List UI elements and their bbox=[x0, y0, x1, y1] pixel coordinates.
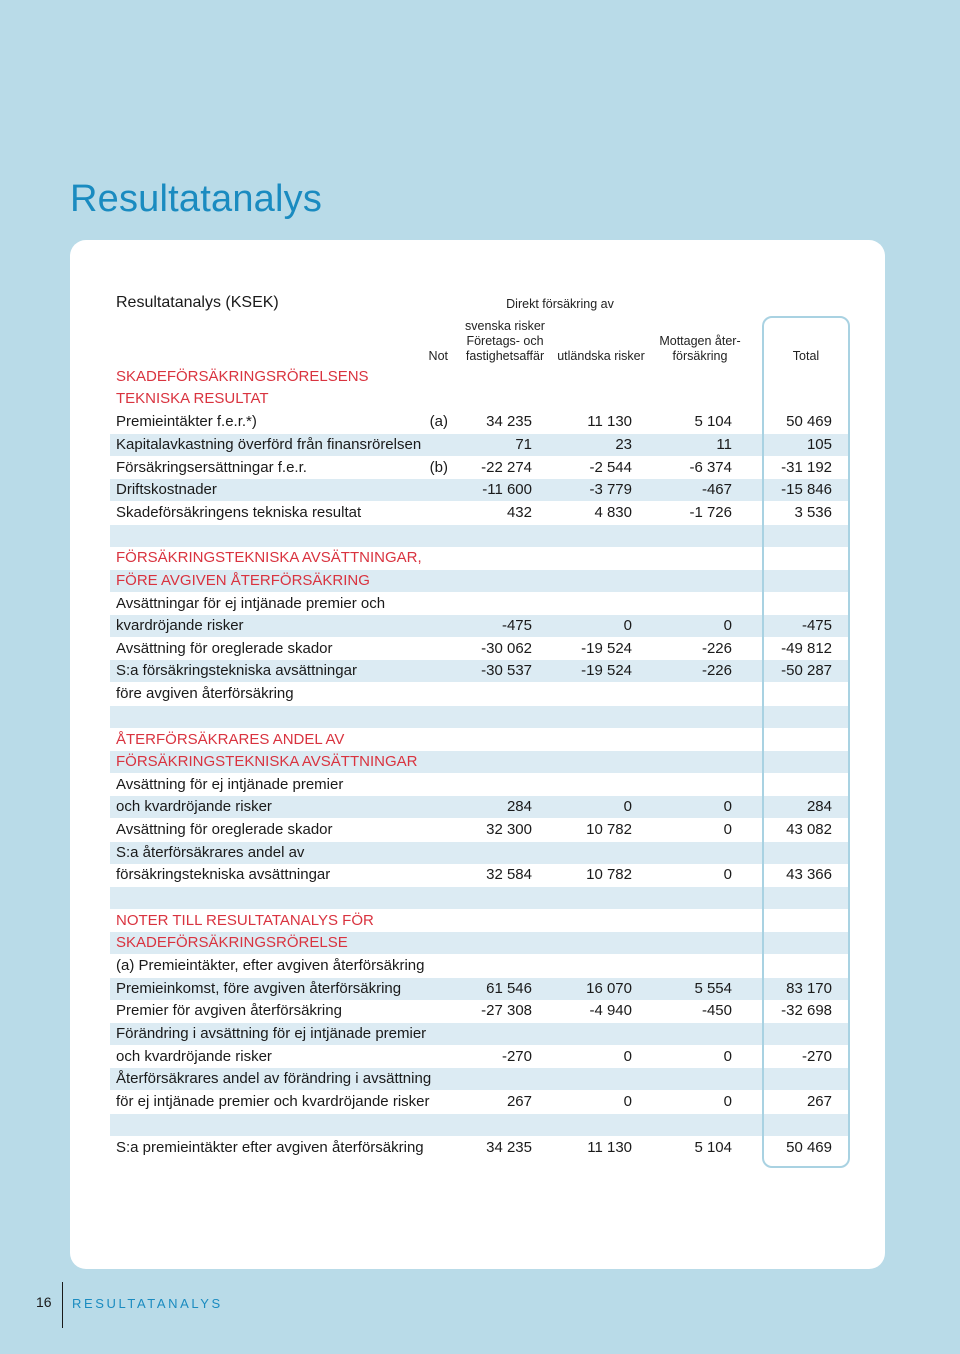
row-label: för ej intjänade premier och kvardröjande risker bbox=[116, 1093, 430, 1110]
cell: 34 235 bbox=[486, 413, 532, 430]
cell-total: -270 bbox=[801, 1048, 832, 1065]
header-col1-line: Företags- och bbox=[466, 334, 544, 348]
cell: 0 bbox=[723, 617, 732, 634]
row-label: och kvardröjande risker bbox=[116, 1048, 272, 1065]
cell-total: -50 287 bbox=[781, 662, 832, 679]
row-note: (a) bbox=[429, 413, 448, 430]
row-label: kvardröjande risker bbox=[116, 617, 244, 634]
page-title: Resultatanalys bbox=[70, 178, 323, 220]
cell-total: 50 469 bbox=[786, 1139, 832, 1156]
row-label: Driftskostnader bbox=[116, 481, 217, 498]
cell: -30 537 bbox=[481, 662, 532, 679]
row-label: Skadeförsäkringens tekniska resultat bbox=[116, 504, 362, 521]
cell: -4 940 bbox=[589, 1002, 632, 1019]
cell: 5 104 bbox=[694, 1139, 732, 1156]
row-label: S:a återförsäkrares andel av bbox=[116, 844, 305, 861]
cell: -27 308 bbox=[481, 1002, 532, 1019]
cell: -11 600 bbox=[482, 481, 532, 498]
cell-total: 105 bbox=[806, 436, 832, 453]
cell: 11 130 bbox=[587, 413, 632, 430]
cell: 0 bbox=[623, 798, 632, 815]
row-label: Försäkringsersättningar f.e.r. bbox=[116, 459, 307, 476]
row-label: Avsättning för oreglerade skador bbox=[116, 640, 333, 657]
cell: 267 bbox=[506, 1093, 532, 1110]
section-title: SKADEFÖRSÄKRINGSRÖRELSENS bbox=[116, 368, 369, 385]
cell: 34 235 bbox=[486, 1139, 532, 1156]
cell-total: -49 812 bbox=[781, 640, 832, 657]
cell: -450 bbox=[701, 1002, 732, 1019]
cell: -19 524 bbox=[581, 662, 632, 679]
section-title: FÖRE AVGIVEN ÅTERFÖRSÄKRING bbox=[116, 572, 370, 589]
cell: -6 374 bbox=[689, 459, 732, 476]
section-title: FÖRSÄKRINGSTEKNISKA AVSÄTTNINGAR, bbox=[116, 549, 422, 566]
header-total: Total bbox=[792, 349, 820, 363]
cell: 5 104 bbox=[694, 413, 732, 430]
cell: 10 782 bbox=[586, 821, 632, 838]
cell: 4 830 bbox=[594, 504, 632, 521]
section-title: FÖRSÄKRINGSTEKNISKA AVSÄTTNINGAR bbox=[116, 753, 418, 770]
row-band bbox=[110, 706, 850, 728]
page-number: 16 bbox=[36, 1294, 52, 1310]
cell-total: 3 536 bbox=[794, 504, 832, 521]
header-col1-line: fastighetsaffär bbox=[465, 349, 545, 363]
cell: 71 bbox=[515, 436, 532, 453]
row-label: och kvardröjande risker bbox=[116, 798, 272, 815]
row-label: Återförsäkrares andel av förändring i avsättning bbox=[116, 1070, 432, 1087]
row-band bbox=[110, 1114, 850, 1136]
cell-total: 50 469 bbox=[786, 413, 832, 430]
cell: 11 bbox=[716, 436, 732, 453]
header-direct-insurance: Direkt försäkring av bbox=[506, 297, 614, 311]
cell: -2 544 bbox=[589, 459, 632, 476]
section-title: TEKNISKA RESULTAT bbox=[116, 390, 269, 407]
cell: 0 bbox=[623, 617, 632, 634]
row-label: Förändring i avsättning för ej intjänade premier bbox=[116, 1025, 427, 1042]
cell: 0 bbox=[623, 1093, 632, 1110]
cell-total: 83 170 bbox=[786, 980, 832, 997]
cell: -226 bbox=[701, 640, 732, 657]
cell: -3 779 bbox=[589, 481, 632, 498]
row-label: försäkringstekniska avsättningar bbox=[116, 866, 331, 883]
row-label: före avgiven återförsäkring bbox=[116, 685, 294, 702]
cell: 10 782 bbox=[586, 866, 632, 883]
cell: 0 bbox=[723, 798, 732, 815]
cell: 32 300 bbox=[486, 821, 532, 838]
cell: -1 726 bbox=[689, 504, 732, 521]
cell: 432 bbox=[506, 504, 532, 521]
cell: 0 bbox=[723, 866, 732, 883]
cell: 0 bbox=[723, 1048, 732, 1065]
cell-total: 43 082 bbox=[786, 821, 832, 838]
header-col1-line: svenska risker bbox=[465, 319, 545, 333]
header-col3-line: försäkring bbox=[672, 349, 728, 363]
cell: 5 554 bbox=[694, 980, 732, 997]
cell: 61 546 bbox=[486, 980, 532, 997]
table-caption: Resultatanalys (KSEK) bbox=[116, 294, 279, 311]
row-label: Premieintäkter f.e.r.*) bbox=[116, 413, 257, 430]
cell-total: 284 bbox=[806, 798, 832, 815]
header-col3-line: Mottagen åter- bbox=[659, 334, 741, 348]
cell: -19 524 bbox=[581, 640, 632, 657]
cell-total: -475 bbox=[801, 617, 832, 634]
cell-total: -31 192 bbox=[781, 459, 832, 476]
row-label-total: S:a premieintäkter efter avgiven återförsäkring bbox=[116, 1139, 424, 1156]
header-col1 bbox=[450, 319, 560, 364]
section-title: NOTER TILL RESULTATANALYS FÖR bbox=[116, 912, 374, 929]
header-not: Not bbox=[428, 349, 448, 363]
cell: 11 130 bbox=[587, 1139, 632, 1156]
cell: -22 274 bbox=[481, 459, 532, 476]
cell: 0 bbox=[623, 1048, 632, 1065]
cell: -467 bbox=[701, 481, 732, 498]
cell: 32 584 bbox=[486, 866, 532, 883]
row-band bbox=[110, 887, 850, 909]
row-label: S:a försäkringstekniska avsättningar bbox=[116, 662, 357, 679]
row-label: Premier för avgiven återförsäkring bbox=[116, 1002, 342, 1019]
row-label: Premieinkomst, före avgiven återförsäkring bbox=[116, 980, 402, 997]
row-note: (b) bbox=[429, 459, 448, 476]
cell: 284 bbox=[506, 798, 532, 815]
cell: 0 bbox=[723, 1093, 732, 1110]
cell: 16 070 bbox=[586, 980, 632, 997]
footer-divider bbox=[62, 1282, 63, 1328]
cell: -30 062 bbox=[481, 640, 532, 657]
section-title: SKADEFÖRSÄKRINGSRÖRELSE bbox=[116, 934, 348, 951]
sub-heading: (a) Premieintäkter, efter avgiven återförsäkring bbox=[116, 957, 425, 974]
header-col2: utländska risker bbox=[557, 349, 645, 363]
cell-total: -15 846 bbox=[781, 481, 832, 498]
cell: -226 bbox=[701, 662, 732, 679]
section-title: ÅTERFÖRSÄKRARES ANDEL AV bbox=[116, 731, 345, 748]
cell: 0 bbox=[723, 821, 732, 838]
footer-section-label: RESULTATANALYS bbox=[72, 1296, 223, 1311]
cell: -475 bbox=[501, 617, 532, 634]
header-col3 bbox=[650, 334, 750, 364]
cell: -270 bbox=[501, 1048, 532, 1065]
row-label: Avsättning för ej intjänade premier bbox=[116, 776, 344, 793]
cell-total: -32 698 bbox=[781, 1002, 832, 1019]
cell: 23 bbox=[615, 436, 632, 453]
cell-total: 43 366 bbox=[786, 866, 832, 883]
row-band bbox=[110, 525, 850, 547]
row-label: Avsättning för oreglerade skador bbox=[116, 821, 333, 838]
cell-total: 267 bbox=[806, 1093, 832, 1110]
row-label: Kapitalavkastning överförd från finansrörelsen bbox=[116, 436, 422, 453]
row-label: Avsättningar för ej intjänade premier och bbox=[116, 595, 386, 612]
